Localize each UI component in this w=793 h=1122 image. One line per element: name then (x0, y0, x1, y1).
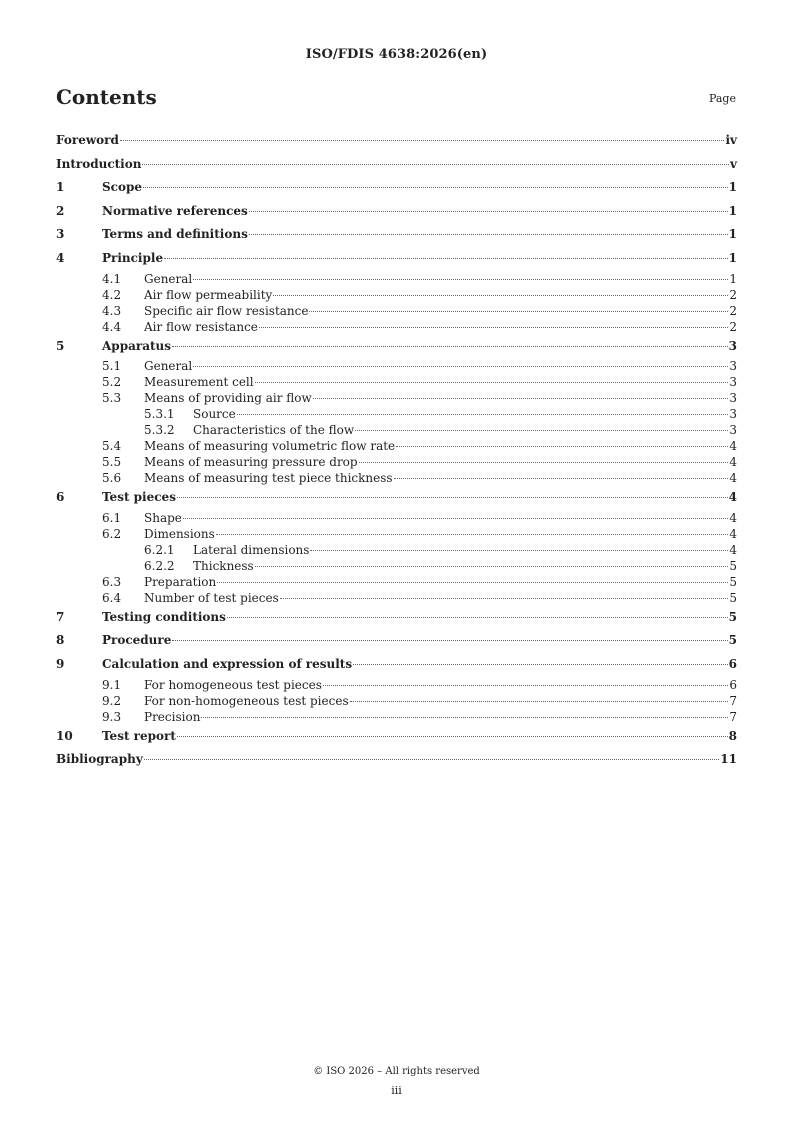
toc-entry-title[interactable]: Shape (144, 510, 182, 525)
toc-entry-title[interactable]: Testing conditions (102, 609, 226, 624)
dot-leader (172, 640, 727, 641)
toc-entry-title[interactable]: Air flow permeability (144, 287, 273, 302)
toc-entry-page[interactable]: 5 (728, 633, 737, 648)
toc-entry[interactable] (56, 526, 737, 542)
toc-entry-page[interactable]: 7 (729, 693, 737, 708)
toc-entry[interactable] (56, 247, 737, 271)
toc-entry-page[interactable]: 1 (728, 250, 737, 265)
dot-leader (177, 736, 728, 737)
toc-entry-number: 1 (56, 180, 65, 195)
toc-entry-number: 5 (56, 338, 65, 353)
dot-leader (201, 717, 728, 718)
toc-entry-title[interactable]: Dimensions (144, 526, 215, 541)
toc-entry-page[interactable]: 4 (729, 542, 737, 557)
toc-entry[interactable] (56, 629, 737, 653)
toc-entry[interactable] (56, 129, 737, 153)
toc-entry[interactable] (56, 335, 737, 359)
toc-entry[interactable] (56, 558, 737, 574)
toc-entry-title[interactable]: Thickness (193, 558, 254, 573)
dot-leader (177, 497, 728, 498)
toc-entry-number: 4.2 (102, 287, 122, 302)
toc-entry-title[interactable]: Scope (102, 180, 143, 195)
toc-entry-title[interactable]: Bibliography (56, 752, 143, 767)
dot-leader (164, 258, 728, 259)
toc-entry-page[interactable]: 5 (728, 609, 737, 624)
dot-leader (227, 617, 728, 618)
toc-entry-number: 6.2.2 (144, 558, 175, 573)
toc-entry-title[interactable]: Characteristics of the flow (193, 423, 355, 438)
dot-leader (350, 701, 729, 702)
toc-entry-page[interactable]: 3 (729, 375, 737, 390)
toc-entry-number: 5.1 (102, 359, 122, 374)
toc-entry-page[interactable]: 3 (729, 391, 737, 406)
page-title: Contents (56, 85, 157, 109)
toc-entry[interactable] (56, 486, 737, 510)
toc-entry-number: 5.3.2 (144, 423, 175, 438)
dot-leader (172, 346, 728, 347)
toc-entry[interactable] (56, 223, 737, 247)
toc-entry-page[interactable]: 3 (729, 423, 737, 438)
toc-entry-page[interactable]: 6 (729, 677, 737, 692)
toc-entry[interactable] (56, 677, 737, 693)
toc-entry-number: 9.3 (102, 709, 122, 724)
toc-entry-page[interactable]: 1 (728, 180, 737, 195)
toc-entry[interactable] (56, 287, 737, 303)
dot-leader (353, 664, 728, 665)
toc-entry-title[interactable]: General (144, 271, 193, 286)
toc-entry[interactable] (56, 748, 737, 772)
dot-leader (255, 566, 729, 567)
dot-leader (217, 582, 728, 583)
toc-entry[interactable] (56, 358, 737, 374)
toc-entry-number: 7 (56, 609, 65, 624)
toc-entry-title[interactable]: Lateral dimensions (193, 542, 310, 557)
toc-entry[interactable] (56, 319, 737, 335)
toc-entry-title[interactable]: Measurement cell (144, 375, 254, 390)
toc-entry[interactable] (56, 271, 737, 287)
toc-entry-title[interactable]: Normative references (102, 203, 248, 218)
toc-entry-page[interactable]: 2 (729, 319, 737, 334)
toc-entry-number: 5.4 (102, 439, 122, 454)
toc-entry[interactable] (56, 406, 737, 422)
toc-entry-number: 6.3 (102, 574, 122, 589)
toc-entry-number: 10 (56, 728, 73, 743)
toc-entry[interactable] (56, 422, 737, 438)
dot-leader (259, 327, 728, 328)
toc-entry-number: 6.4 (102, 590, 122, 605)
toc-entry-page[interactable]: 5 (729, 590, 737, 605)
toc-entry-number: 5.6 (102, 471, 122, 486)
toc-entry-page[interactable]: 4 (729, 526, 737, 541)
toc-entry-page[interactable]: 3 (729, 359, 737, 374)
toc-entry-number: 6 (56, 490, 65, 505)
toc-entry-page[interactable]: v (730, 156, 737, 171)
dot-leader (273, 295, 728, 296)
toc-entry[interactable] (56, 725, 737, 749)
dot-leader (237, 414, 729, 415)
page-column-label: Page (708, 92, 736, 105)
toc-entry-title[interactable]: Source (193, 407, 236, 422)
toc-entry-number: 4.4 (102, 319, 122, 334)
toc-entry-page[interactable]: 2 (729, 287, 737, 302)
toc-entry-number: 9.2 (102, 693, 122, 708)
dot-leader (396, 446, 728, 447)
toc-entry-title[interactable]: Means of measuring pressure drop (144, 455, 358, 470)
toc-entry[interactable] (56, 303, 737, 319)
toc-entry[interactable] (56, 200, 737, 224)
toc-entry-number: 6.2 (102, 526, 122, 541)
toc-entry-title[interactable]: Terms and definitions (102, 227, 248, 242)
dot-leader (309, 311, 728, 312)
document-header: ISO/FDIS 4638:2026(en) (305, 47, 488, 62)
toc-entry-number: 5.3 (102, 391, 122, 406)
toc-entry-page[interactable]: 4 (729, 471, 737, 486)
toc-entry-title[interactable]: Air flow resistance (144, 319, 258, 334)
toc-entry-page[interactable]: 6 (728, 656, 737, 671)
toc-entry[interactable] (56, 709, 737, 725)
dot-leader (355, 430, 728, 431)
table-of-contents (56, 129, 737, 772)
toc-entry[interactable] (56, 390, 737, 406)
toc-entry[interactable] (56, 374, 737, 390)
toc-entry-number: 5.3.1 (144, 407, 175, 422)
dot-leader (183, 518, 728, 519)
dot-leader (144, 759, 720, 760)
toc-entry-number: 9.1 (102, 677, 122, 692)
toc-entry-page[interactable]: 3 (728, 338, 737, 353)
toc-entry-page[interactable]: 7 (729, 709, 737, 724)
toc-entry[interactable] (56, 693, 737, 709)
dot-leader (310, 550, 728, 551)
toc-entry[interactable] (56, 176, 737, 200)
toc-entry-page[interactable]: 4 (728, 490, 737, 505)
toc-entry[interactable] (56, 510, 737, 526)
toc-entry-page[interactable]: iv (725, 133, 737, 147)
dot-leader (394, 478, 729, 479)
copyright-footer: © ISO 2026 – All rights reserved (313, 1066, 480, 1077)
toc-entry-page[interactable]: 4 (729, 439, 737, 454)
toc-entry-page[interactable]: 11 (720, 752, 737, 767)
toc-entry-title[interactable]: Procedure (102, 633, 172, 648)
toc-entry-page[interactable]: 1 (729, 271, 737, 286)
dot-leader (313, 398, 729, 399)
toc-entry-title[interactable]: Foreword (56, 133, 119, 147)
toc-entry-number: 5.5 (102, 455, 122, 470)
toc-entry-number: 6.1 (102, 510, 122, 525)
dot-leader (193, 366, 728, 367)
toc-entry[interactable] (56, 653, 737, 677)
toc-entry-title[interactable]: Calculation and expression of results (102, 656, 353, 671)
toc-entry-number: 2 (56, 203, 65, 218)
toc-entry-title[interactable]: Means of measuring volumetric flow rate (144, 439, 396, 454)
toc-entry-page[interactable]: 4 (729, 455, 737, 470)
toc-entry-page[interactable]: 4 (729, 510, 737, 525)
toc-entry-title[interactable]: Means of providing air flow (144, 391, 312, 406)
toc-entry-title[interactable]: Specific air flow resistance (144, 303, 309, 318)
toc-entry-page[interactable]: 1 (728, 227, 737, 242)
toc-entry-number: 5.2 (102, 375, 122, 390)
toc-entry-page[interactable]: 8 (728, 728, 737, 743)
toc-entry-title[interactable]: For homogeneous test pieces (144, 677, 322, 692)
dot-leader (216, 534, 729, 535)
toc-entry-page[interactable]: 3 (729, 407, 737, 422)
toc-entry-title[interactable]: Preparation (144, 574, 217, 589)
toc-entry-page[interactable]: 1 (728, 203, 737, 218)
dot-leader (280, 598, 729, 599)
toc-entry-number: 9 (56, 656, 65, 671)
toc-entry-title[interactable]: Number of test pieces (144, 590, 279, 605)
toc-entry-page[interactable]: 5 (729, 574, 737, 589)
toc-entry[interactable] (56, 470, 737, 486)
dot-leader (249, 211, 728, 212)
toc-entry-number: 6.2.1 (144, 542, 175, 557)
toc-entry-number: 3 (56, 227, 65, 242)
toc-entry-title[interactable]: Means of measuring test piece thickness (144, 471, 393, 486)
toc-entry[interactable] (56, 438, 737, 454)
footer-page-number: iii (391, 1084, 402, 1097)
toc-entry-title[interactable]: For non-homogeneous test pieces (144, 693, 349, 708)
toc-entry-page[interactable]: 5 (729, 558, 737, 573)
toc-entry[interactable] (56, 153, 737, 177)
dot-leader (323, 685, 728, 686)
toc-entry-title[interactable]: General (144, 359, 193, 374)
toc-entry-number: 4.3 (102, 303, 122, 318)
toc-entry-number: 8 (56, 633, 65, 648)
toc-entry-number: 4.1 (102, 271, 122, 286)
toc-entry[interactable] (56, 454, 737, 470)
toc-entry-title[interactable]: Test pieces (102, 490, 176, 505)
toc-entry-title[interactable]: Introduction (56, 156, 142, 171)
toc-entry-page[interactable]: 2 (729, 303, 737, 318)
toc-entry[interactable] (56, 542, 737, 558)
toc-entry[interactable] (56, 590, 737, 606)
toc-entry-title[interactable]: Apparatus (102, 338, 171, 353)
toc-entry-title[interactable]: Principle (102, 250, 164, 265)
dot-leader (120, 140, 725, 141)
dot-leader (143, 187, 728, 188)
dot-leader (142, 164, 729, 165)
dot-leader (193, 279, 728, 280)
toc-entry[interactable] (56, 606, 737, 630)
toc-entry-title[interactable]: Test report (102, 728, 176, 743)
dot-leader (255, 382, 729, 383)
toc-entry-title[interactable]: Precision (144, 709, 201, 724)
dot-leader (359, 462, 729, 463)
toc-entry-number: 4 (56, 250, 65, 265)
toc-entry[interactable] (56, 574, 737, 590)
dot-leader (249, 234, 728, 235)
